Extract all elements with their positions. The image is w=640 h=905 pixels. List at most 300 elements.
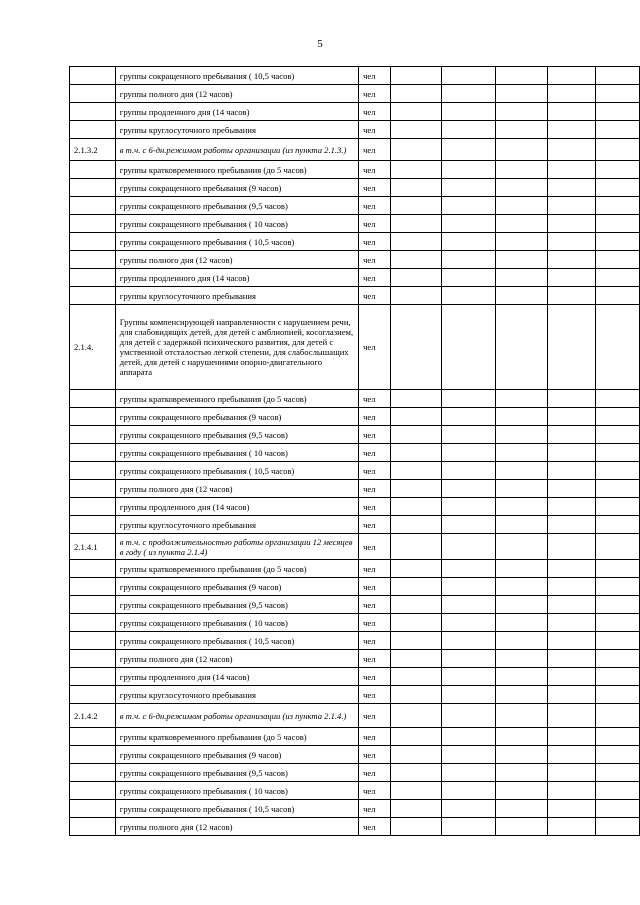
unit-cell: чел [359,67,391,85]
value-cell [496,578,548,596]
value-cell [390,390,442,408]
table-row [70,596,640,614]
value-cell [596,782,640,800]
value-cell [442,560,496,578]
value-cell [390,161,442,179]
value-cell [547,534,595,560]
value-cell [390,818,442,836]
value-cell [596,251,640,269]
value-cell [547,67,595,85]
unit-cell: чел [359,85,391,103]
unit-cell: чел [359,139,391,161]
row-number [70,596,116,614]
row-number [70,251,116,269]
table-row [70,444,640,462]
value-cell [596,390,640,408]
table-row [70,614,640,632]
value-cell [496,650,548,668]
value-cell [596,161,640,179]
value-cell [442,668,496,686]
row-number: 2.1.4.2 [70,704,116,728]
row-label: в т.ч. с продолжительностью работы организации 12 месяцев в году ( из пункта 2.1.4) [115,534,358,560]
row-label: группы продленного дня (14 часов) [115,668,358,686]
table-row [70,516,640,534]
value-cell [390,516,442,534]
table-row [70,215,640,233]
row-number: 2.1.4.1 [70,534,116,560]
value-cell [547,462,595,480]
value-cell [442,444,496,462]
value-cell [596,67,640,85]
value-cell [547,139,595,161]
value-cell [496,462,548,480]
unit-cell: чел [359,287,391,305]
row-label: группы сокращенного пребывания ( 10,5 часов) [115,462,358,480]
value-cell [496,215,548,233]
unit-cell: чел [359,179,391,197]
value-cell [596,408,640,426]
value-cell [442,498,496,516]
row-number [70,408,116,426]
value-cell [596,650,640,668]
row-number [70,121,116,139]
value-cell [390,560,442,578]
row-number [70,650,116,668]
unit-cell: чел [359,426,391,444]
value-cell [390,800,442,818]
value-cell [496,85,548,103]
row-label: группы круглосуточного пребывания [115,287,358,305]
value-cell [390,251,442,269]
value-cell [596,462,640,480]
table-row [70,800,640,818]
value-cell [596,103,640,121]
unit-cell: чел [359,614,391,632]
value-cell [496,139,548,161]
row-number: 2.1.4. [70,305,116,390]
row-label: группы полного дня (12 часов) [115,251,358,269]
row-label: группы круглосуточного пребывания [115,121,358,139]
value-cell [390,103,442,121]
value-cell [496,686,548,704]
table-row [70,746,640,764]
row-label: группы продленного дня (14 часов) [115,269,358,287]
value-cell [442,516,496,534]
unit-cell: чел [359,251,391,269]
value-cell [442,480,496,498]
row-number [70,782,116,800]
value-cell [596,426,640,444]
table-row [70,426,640,444]
value-cell [596,800,640,818]
value-cell [547,426,595,444]
value-cell [496,67,548,85]
value-cell [547,818,595,836]
value-cell [596,179,640,197]
value-cell [442,462,496,480]
value-cell [547,668,595,686]
row-label: группы сокращенного пребывания ( 10,5 часов) [115,800,358,818]
row-label: группы полного дня (12 часов) [115,480,358,498]
value-cell [442,782,496,800]
value-cell [547,121,595,139]
table-row [70,139,640,161]
table-row [70,287,640,305]
value-cell [442,764,496,782]
value-cell [390,728,442,746]
row-label: группы сокращенного пребывания ( 10 часов) [115,782,358,800]
value-cell [547,800,595,818]
value-cell [442,269,496,287]
value-cell [390,121,442,139]
value-cell [390,269,442,287]
unit-cell: чел [359,782,391,800]
value-cell [442,818,496,836]
table-row [70,534,640,560]
value-cell [496,408,548,426]
row-label: Группы компенсирующей направленности с нарушением речи, для слабовидящих детей, для детей с амблиопией, косоглазием, для детей с задержкой психического развития, для детей с умственной отсталостью легкой степени, для слабослышащих детей, для детей с нарушениями опорно-двигательного аппарата [115,305,358,390]
value-cell [390,85,442,103]
row-label: группы сокращенного пребывания ( 10,5 часов) [115,632,358,650]
value-cell [596,704,640,728]
value-cell [496,516,548,534]
value-cell [596,746,640,764]
table-row [70,728,640,746]
row-label: группы сокращенного пребывания (9,5 часов) [115,426,358,444]
value-cell [547,578,595,596]
row-number [70,179,116,197]
unit-cell: чел [359,480,391,498]
value-cell [390,215,442,233]
data-table [69,66,640,836]
unit-cell: чел [359,800,391,818]
value-cell [442,596,496,614]
unit-cell: чел [359,462,391,480]
value-cell [547,560,595,578]
table-row [70,161,640,179]
row-label: группы кратковременного пребывания (до 5 часов) [115,560,358,578]
row-label: группы сокращенного пребывания ( 10 часов) [115,444,358,462]
row-number: 2.1.3.2 [70,139,116,161]
value-cell [390,462,442,480]
row-number [70,764,116,782]
table-row [70,686,640,704]
value-cell [442,746,496,764]
value-cell [390,179,442,197]
value-cell [596,269,640,287]
table-row [70,233,640,251]
value-cell [496,668,548,686]
row-label: группы сокращенного пребывания ( 10,5 часов) [115,67,358,85]
table-row [70,251,640,269]
value-cell [496,444,548,462]
row-label: группы сокращенного пребывания ( 10 часов) [115,614,358,632]
value-cell [390,67,442,85]
row-number [70,444,116,462]
unit-cell: чел [359,103,391,121]
row-label: группы сокращенного пребывания (9,5 часов) [115,197,358,215]
value-cell [596,480,640,498]
value-cell [390,426,442,444]
value-cell [547,650,595,668]
value-cell [442,179,496,197]
value-cell [442,578,496,596]
value-cell [547,103,595,121]
value-cell [547,498,595,516]
unit-cell: чел [359,408,391,426]
table-row [70,121,640,139]
value-cell [496,764,548,782]
value-cell [547,614,595,632]
row-label: группы полного дня (12 часов) [115,650,358,668]
row-number [70,233,116,251]
value-cell [442,650,496,668]
row-number [70,614,116,632]
row-number [70,103,116,121]
unit-cell: чел [359,704,391,728]
row-label: группы сокращенного пребывания (9,5 часов) [115,596,358,614]
row-number [70,85,116,103]
value-cell [596,215,640,233]
value-cell [596,596,640,614]
value-cell [442,728,496,746]
value-cell [390,764,442,782]
row-number [70,498,116,516]
value-cell [442,121,496,139]
value-cell [390,444,442,462]
row-label: группы сокращенного пребывания ( 10,5 часов) [115,233,358,251]
value-cell [496,534,548,560]
table-row [70,103,640,121]
unit-cell: чел [359,686,391,704]
value-cell [390,632,442,650]
table-row [70,560,640,578]
row-number [70,686,116,704]
value-cell [547,686,595,704]
unit-cell: чел [359,269,391,287]
value-cell [442,85,496,103]
value-cell [496,251,548,269]
row-label: группы круглосуточного пребывания [115,516,358,534]
value-cell [547,746,595,764]
unit-cell: чел [359,560,391,578]
value-cell [390,746,442,764]
value-cell [442,408,496,426]
row-label: группы полного дня (12 часов) [115,818,358,836]
value-cell [496,426,548,444]
value-cell [496,704,548,728]
row-label: группы кратковременного пребывания (до 5 часов) [115,161,358,179]
value-cell [596,233,640,251]
row-label: группы сокращенного пребывания (9 часов) [115,408,358,426]
table-row [70,390,640,408]
unit-cell: чел [359,444,391,462]
unit-cell: чел [359,818,391,836]
value-cell [390,668,442,686]
row-label: в т.ч. с 6-дн.режимом работы организации (из пункта 2.1.3.) [115,139,358,161]
value-cell [496,305,548,390]
value-cell [547,764,595,782]
value-cell [547,408,595,426]
table-row [70,782,640,800]
table-row [70,704,640,728]
value-cell [547,161,595,179]
table-row [70,650,640,668]
value-cell [596,305,640,390]
value-cell [547,233,595,251]
value-cell [596,498,640,516]
row-label: группы сокращенного пребывания (9 часов) [115,746,358,764]
value-cell [442,197,496,215]
table-row [70,197,640,215]
row-label: группы сокращенного пребывания (9 часов) [115,179,358,197]
table-row [70,498,640,516]
value-cell [496,818,548,836]
value-cell [496,498,548,516]
row-label: группы продленного дня (14 часов) [115,498,358,516]
row-number [70,560,116,578]
table-row [70,67,640,85]
value-cell [596,534,640,560]
row-label: группы круглосуточного пребывания [115,686,358,704]
value-cell [390,578,442,596]
value-cell [496,390,548,408]
value-cell [496,197,548,215]
value-cell [596,121,640,139]
value-cell [496,728,548,746]
unit-cell: чел [359,728,391,746]
table-row [70,305,640,390]
row-number [70,215,116,233]
row-number [70,480,116,498]
table-body [70,67,640,836]
value-cell [390,704,442,728]
value-cell [496,800,548,818]
unit-cell: чел [359,121,391,139]
value-cell [496,614,548,632]
value-cell [547,632,595,650]
value-cell [390,287,442,305]
value-cell [496,746,548,764]
table-row [70,269,640,287]
row-label: группы кратковременного пребывания (до 5 часов) [115,728,358,746]
value-cell [596,668,640,686]
row-label: группы сокращенного пребывания (9 часов) [115,578,358,596]
row-label: группы кратковременного пребывания (до 5 часов) [115,390,358,408]
table-row [70,480,640,498]
table-row [70,179,640,197]
value-cell [547,782,595,800]
table-row [70,668,640,686]
value-cell [547,215,595,233]
value-cell [496,287,548,305]
value-cell [496,782,548,800]
row-number [70,426,116,444]
value-cell [596,139,640,161]
value-cell [442,632,496,650]
value-cell [596,728,640,746]
value-cell [442,139,496,161]
table-row [70,578,640,596]
value-cell [547,85,595,103]
value-cell [496,632,548,650]
unit-cell: чел [359,197,391,215]
value-cell [442,686,496,704]
value-cell [442,534,496,560]
row-number [70,390,116,408]
value-cell [596,632,640,650]
value-cell [442,390,496,408]
value-cell [390,782,442,800]
unit-cell: чел [359,668,391,686]
value-cell [442,233,496,251]
value-cell [596,85,640,103]
value-cell [596,560,640,578]
unit-cell: чел [359,596,391,614]
value-cell [390,686,442,704]
value-cell [390,650,442,668]
row-number [70,818,116,836]
value-cell [390,534,442,560]
value-cell [390,480,442,498]
value-cell [496,233,548,251]
value-cell [390,197,442,215]
unit-cell: чел [359,233,391,251]
row-label: группы сокращенного пребывания (9,5 часов) [115,764,358,782]
row-label: группы сокращенного пребывания ( 10 часов) [115,215,358,233]
row-number [70,269,116,287]
value-cell [496,596,548,614]
value-cell [496,121,548,139]
row-number [70,287,116,305]
unit-cell: чел [359,746,391,764]
value-cell [496,179,548,197]
value-cell [442,426,496,444]
value-cell [442,614,496,632]
value-cell [547,269,595,287]
value-cell [547,704,595,728]
value-cell [596,197,640,215]
value-cell [390,305,442,390]
unit-cell: чел [359,161,391,179]
table-row [70,462,640,480]
unit-cell: чел [359,578,391,596]
unit-cell: чел [359,215,391,233]
row-number [70,668,116,686]
value-cell [596,287,640,305]
value-cell [390,233,442,251]
value-cell [390,596,442,614]
value-cell [496,103,548,121]
row-number [70,462,116,480]
row-number [70,746,116,764]
value-cell [547,179,595,197]
unit-cell: чел [359,305,391,390]
value-cell [442,800,496,818]
value-cell [596,614,640,632]
value-cell [596,578,640,596]
unit-cell: чел [359,498,391,516]
row-number [70,516,116,534]
value-cell [442,251,496,269]
value-cell [390,498,442,516]
value-cell [390,408,442,426]
table-row [70,408,640,426]
value-cell [442,103,496,121]
row-number [70,197,116,215]
value-cell [547,444,595,462]
value-cell [496,480,548,498]
